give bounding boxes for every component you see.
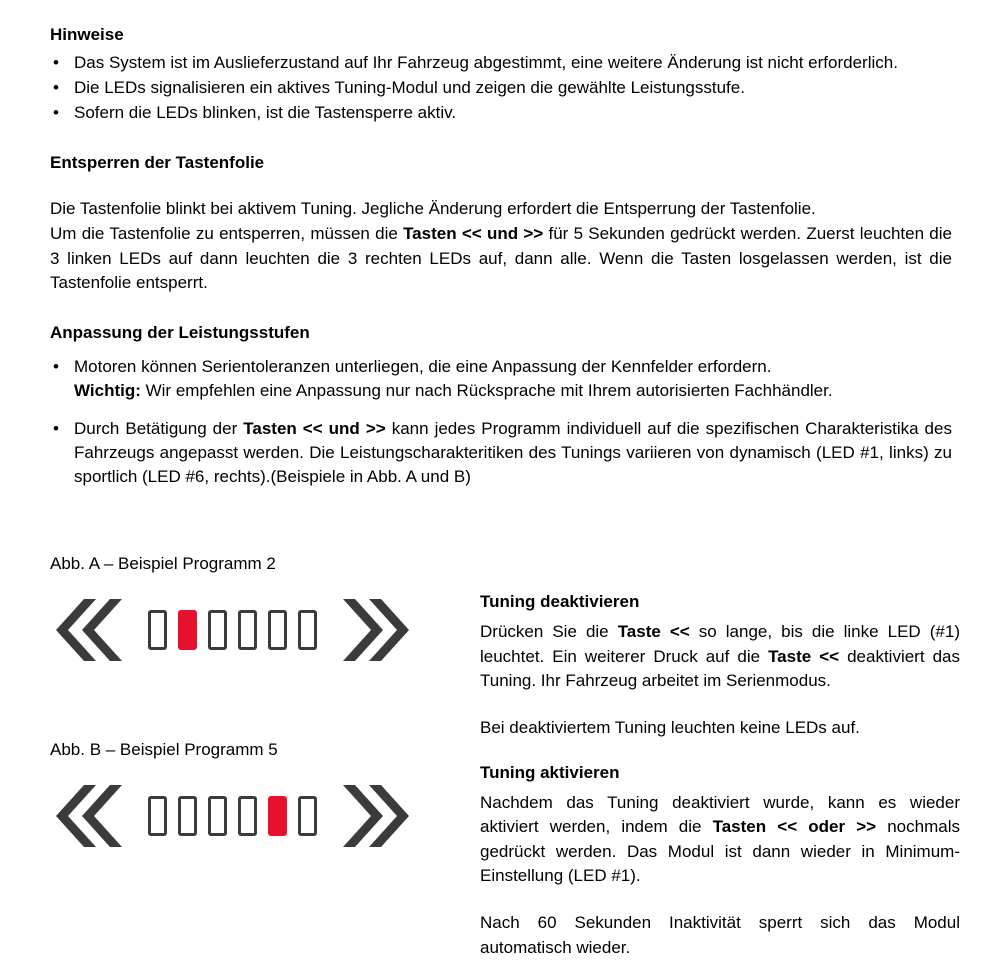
akt-p1-part2: nochmals gedrückt werden. Das Modul ist dann wieder in Minimum-Einstellung (LED #1). [480, 817, 960, 886]
deaktivieren-paragraph-1 [480, 620, 960, 694]
document-body [50, 24, 952, 490]
hinweise-bullet-list [50, 51, 952, 125]
entsperren-paragraph-1 [50, 197, 952, 222]
list-item-text-line1: Motoren können Serientoleranzen unterliegen, die eine Anpassung der Kennfelder erfordern. [74, 356, 772, 376]
entsperren-p2-part1: Um die Tastenfolie zu entsperren, müssen die [50, 223, 404, 243]
bullet-icon: • [53, 52, 59, 72]
list-item [50, 355, 952, 403]
led-5 [268, 796, 287, 836]
heading-tuning-aktivieren: Tuning aktivieren [480, 762, 620, 782]
figure-a-caption: Abb. A – Beispiel Programm 2 [50, 554, 276, 573]
list-item [50, 76, 952, 100]
bullet-icon: • [53, 419, 59, 438]
led-3 [208, 610, 227, 650]
deakt-p1-part3: deaktiviert das Tuning. Ihr Fahrzeug arbeitet im Serienmodus. [480, 646, 960, 691]
double-chevron-right-icon [343, 785, 415, 847]
bullet-icon: • [53, 78, 59, 98]
list-item-text: Die LEDs signalisieren ein aktives Tuning-Modul und zeigen die gewählte Leistungsstufe. [74, 78, 745, 98]
entsperren-p1-text: Die Tastenfolie blinkt bei aktivem Tuning. Jegliche Änderung erfordert die Entsperrung der Tastenfolie. [50, 199, 816, 219]
entsperren-p2-part2: für 5 Sekunden gedrückt werden. Zuerst leuchten die 3 linken LEDs auf dann leuchten die 3 rechten LEDs auf, dann alle. Wenn die Tasten losgelassen werden, ist die Tastenfolie entsperrt. [50, 223, 952, 293]
led-3 [208, 796, 227, 836]
list-item-part1: Durch Betätigung der [74, 419, 244, 438]
list-item-text-line2: Wir empfehlen eine Anpassung nur nach Rücksprache mit Ihrem autorisierten Fachhändler. [140, 380, 833, 400]
spacer [50, 296, 952, 322]
led-4 [238, 610, 257, 650]
led-2 [178, 796, 197, 836]
bullet-icon: • [53, 356, 59, 376]
led-4 [238, 796, 257, 836]
list-item-bold-tasten: Tasten << und >> [243, 419, 386, 438]
aktivieren-paragraph-1 [480, 791, 960, 890]
akt-p1-bold: Tasten << oder >> [712, 817, 877, 837]
deakt-p1-part1: Drücken Sie die [480, 622, 618, 641]
section-title-hinweise: Hinweise [50, 25, 124, 44]
figure-b-caption: Abb. B – Beispiel Programm 5 [50, 739, 278, 759]
figure-b-led-row [148, 796, 317, 836]
spacer [50, 126, 952, 152]
list-item [50, 51, 952, 75]
led-1 [148, 796, 167, 836]
section-title-anpassung: Anpassung der Leistungsstufen [50, 322, 310, 342]
list-item [50, 101, 952, 125]
akt-p1-part1: Nachdem das Tuning deaktiviert wurde, kann es wieder aktiviert werden, indem die [480, 792, 960, 837]
led-1 [148, 610, 167, 650]
led-6 [298, 610, 317, 650]
list-item-text: Das System ist im Auslieferzustand auf Ihr Fahrzeug abgestimmt, eine weitere Änderung ist nicht erforderlich. [74, 52, 898, 72]
spacer [50, 179, 952, 197]
list-item-text: Sofern die LEDs blinken, ist die Tastensperre aktiv. [74, 103, 457, 123]
double-chevron-right-icon [343, 599, 415, 661]
deaktivieren-paragraph-2: Bei deaktiviertem Tuning leuchten keine LEDs auf. [480, 717, 860, 737]
entsperren-paragraph-2 [50, 222, 952, 296]
led-6 [298, 796, 317, 836]
deakt-p1-part2: so lange, bis die linke LED (#1) leuchtet. Ein weiterer Druck auf die [480, 622, 960, 666]
right-column [480, 592, 960, 974]
list-item [50, 417, 952, 489]
double-chevron-left-icon [50, 599, 122, 661]
heading-tuning-deaktivieren: Tuning deaktivieren [480, 592, 640, 611]
deakt-p1-bold1: Taste << [617, 622, 690, 641]
list-item-part2: kann jedes Programm individuell auf die spezifischen Charakteristika des Fahrzeugs angepasst werden. Die Leistungscharakteritiken des Tunings variieren von dynamisch (LED #1, links) zu sportlich (LED #6, rechts).(Beispiele in Abb. A und B) [74, 419, 952, 487]
led-5 [268, 610, 287, 650]
section-title-entsperren: Entsperren der Tastenfolie [50, 153, 265, 173]
anpassung-bullet-list [50, 355, 952, 490]
deakt-p1-bold2: Taste << [768, 646, 840, 666]
led-2 [178, 610, 197, 650]
aktivieren-paragraph-2: Nach 60 Sekunden Inaktivität sperrt sich das Modul automatisch wieder. [480, 913, 960, 957]
list-item-bold-wichtig: Wichtig: [74, 380, 141, 400]
bullet-icon: • [53, 103, 59, 123]
entsperren-p2-bold: Tasten << und >> [403, 223, 544, 243]
figure-a-led-row [148, 610, 317, 650]
double-chevron-left-icon [50, 785, 122, 847]
